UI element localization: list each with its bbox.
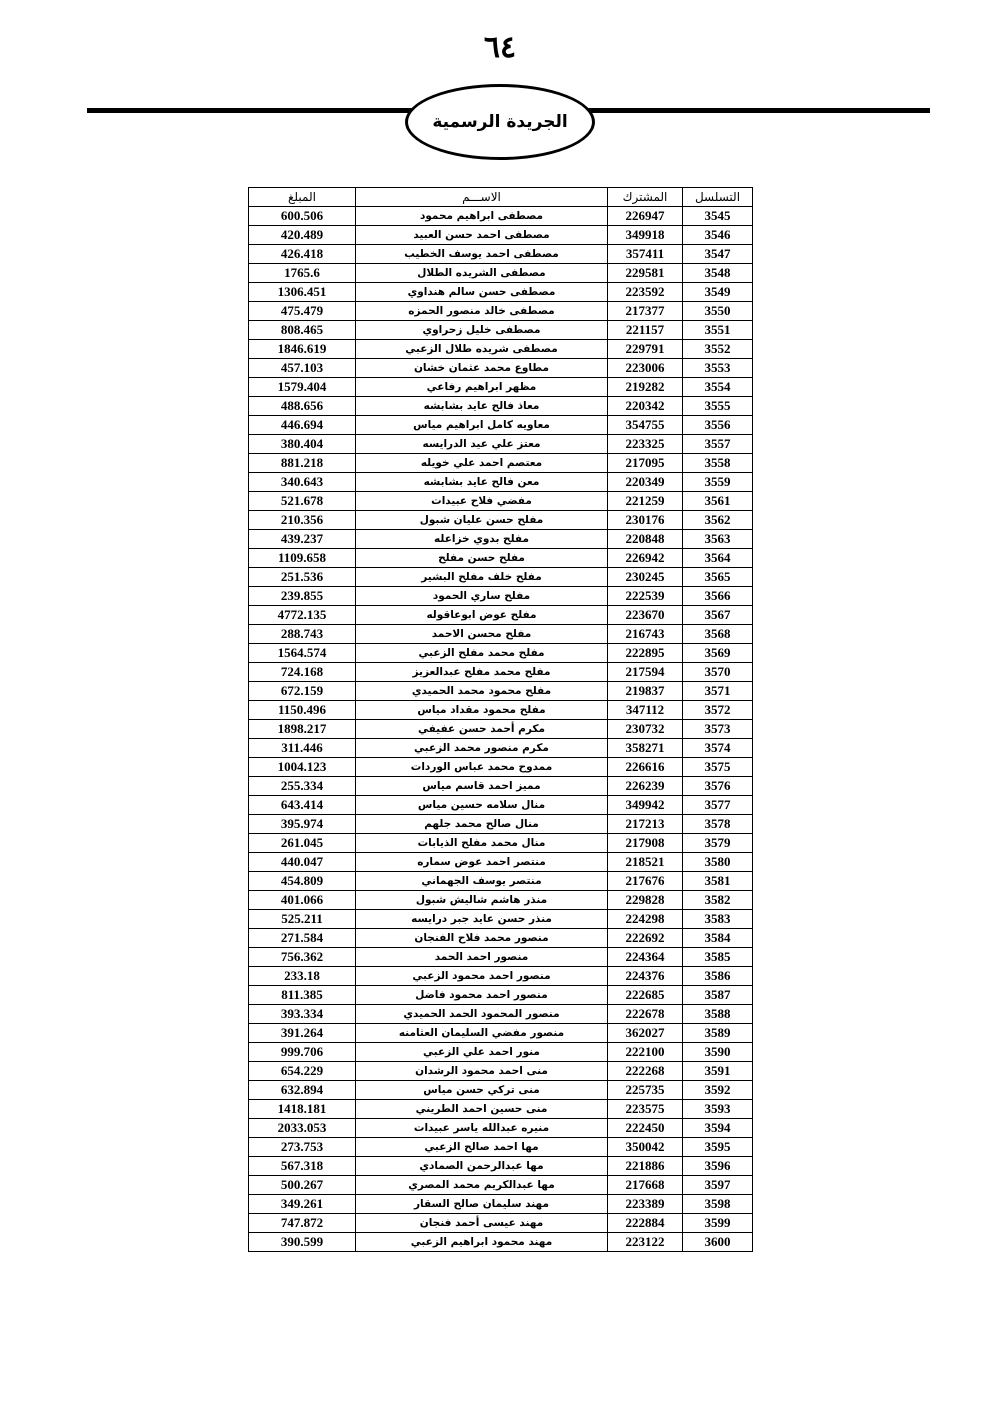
serial-cell: 3593 — [683, 1100, 753, 1119]
name-cell: منتصر احمد عوض سماره — [356, 853, 608, 872]
table-row — [249, 397, 753, 416]
serial-cell: 3586 — [683, 967, 753, 986]
amount-cell: 255.334 — [249, 777, 356, 796]
table-row — [249, 1195, 753, 1214]
serial-cell: 3599 — [683, 1214, 753, 1233]
table-row — [249, 283, 753, 302]
table-row — [249, 1024, 753, 1043]
table-row — [249, 853, 753, 872]
amount-cell: 672.159 — [249, 682, 356, 701]
table-row — [249, 986, 753, 1005]
serial-cell: 3580 — [683, 853, 753, 872]
table-row — [249, 1081, 753, 1100]
name-cell: مفلح محمود محمد الحميدي — [356, 682, 608, 701]
subscriber-cell: 222268 — [608, 1062, 683, 1081]
table-row — [249, 1157, 753, 1176]
name-cell: ممدوح محمد عباس الوردات — [356, 758, 608, 777]
subscriber-cell: 224376 — [608, 967, 683, 986]
table-row — [249, 1138, 753, 1157]
name-cell: مكرم أحمد حسن عفيفي — [356, 720, 608, 739]
table-row — [249, 264, 753, 283]
serial-cell: 3591 — [683, 1062, 753, 1081]
name-cell: منصور احمد الحمد — [356, 948, 608, 967]
table-row — [249, 245, 753, 264]
amount-cell: 349.261 — [249, 1195, 356, 1214]
amount-cell: 4772.135 — [249, 606, 356, 625]
table-row — [249, 1214, 753, 1233]
amount-cell: 1306.451 — [249, 283, 356, 302]
subscriber-cell: 223592 — [608, 283, 683, 302]
serial-cell: 3598 — [683, 1195, 753, 1214]
name-cell: معاذ فالح عايد بشابشه — [356, 397, 608, 416]
serial-cell: 3550 — [683, 302, 753, 321]
table-row — [249, 948, 753, 967]
name-cell: منيره عبدالله ياسر عبيدات — [356, 1119, 608, 1138]
subscriber-cell: 222692 — [608, 929, 683, 948]
serial-cell: 3545 — [683, 207, 753, 226]
subscriber-cell: 222685 — [608, 986, 683, 1005]
amount-cell: 446.694 — [249, 416, 356, 435]
table-row — [249, 1233, 753, 1252]
name-cell: مكرم منصور محمد الزعبي — [356, 739, 608, 758]
name-cell: مها عبدالرحمن الصمادي — [356, 1157, 608, 1176]
serial-cell: 3556 — [683, 416, 753, 435]
name-cell: مصطفى شريده طلال الزعبي — [356, 340, 608, 359]
subscriber-cell: 223325 — [608, 435, 683, 454]
table-row — [249, 777, 753, 796]
amount-cell: 1150.496 — [249, 701, 356, 720]
amount-cell: 311.446 — [249, 739, 356, 758]
subscriber-cell: 226616 — [608, 758, 683, 777]
serial-cell: 3581 — [683, 872, 753, 891]
table-row — [249, 473, 753, 492]
gazette-title: الجريدة الرسمية — [432, 112, 568, 132]
subscribers-table — [248, 187, 753, 1252]
header-serial: التسلسل — [683, 188, 753, 207]
table-row — [249, 739, 753, 758]
amount-cell: 1846.619 — [249, 340, 356, 359]
amount-cell: 1579.404 — [249, 378, 356, 397]
amount-cell: 440.047 — [249, 853, 356, 872]
serial-cell: 3594 — [683, 1119, 753, 1138]
table-row — [249, 530, 753, 549]
table-row — [249, 359, 753, 378]
name-cell: منال صالح محمد جلهم — [356, 815, 608, 834]
serial-cell: 3583 — [683, 910, 753, 929]
subscriber-cell: 221886 — [608, 1157, 683, 1176]
subscriber-cell: 217668 — [608, 1176, 683, 1195]
serial-cell: 3557 — [683, 435, 753, 454]
amount-cell: 525.211 — [249, 910, 356, 929]
serial-cell: 3592 — [683, 1081, 753, 1100]
table-row — [249, 587, 753, 606]
serial-cell: 3596 — [683, 1157, 753, 1176]
page-number: ٦٤ — [483, 30, 517, 65]
serial-cell: 3548 — [683, 264, 753, 283]
amount-cell: 288.743 — [249, 625, 356, 644]
name-cell: مصطفى خليل زحراوي — [356, 321, 608, 340]
table-row — [249, 416, 753, 435]
subscriber-cell: 222895 — [608, 644, 683, 663]
name-cell: مفلح حسن عليان شبول — [356, 511, 608, 530]
table-row — [249, 1005, 753, 1024]
table-row — [249, 511, 753, 530]
subscriber-cell: 217377 — [608, 302, 683, 321]
amount-cell: 1418.181 — [249, 1100, 356, 1119]
subscriber-cell: 217594 — [608, 663, 683, 682]
serial-cell: 3582 — [683, 891, 753, 910]
header-subscriber: المشترك — [608, 188, 683, 207]
serial-cell: 3576 — [683, 777, 753, 796]
amount-cell: 1564.574 — [249, 644, 356, 663]
amount-cell: 567.318 — [249, 1157, 356, 1176]
amount-cell: 747.872 — [249, 1214, 356, 1233]
serial-cell: 3585 — [683, 948, 753, 967]
amount-cell: 1898.217 — [249, 720, 356, 739]
name-cell: مصطفى احمد يوسف الخطيب — [356, 245, 608, 264]
table-row — [249, 720, 753, 739]
subscriber-cell: 217095 — [608, 454, 683, 473]
table-row — [249, 625, 753, 644]
amount-cell: 395.974 — [249, 815, 356, 834]
table-row — [249, 492, 753, 511]
serial-cell: 3579 — [683, 834, 753, 853]
name-cell: مهند سليمان صالح السقار — [356, 1195, 608, 1214]
serial-cell: 3551 — [683, 321, 753, 340]
name-cell: منى تركي حسن مياس — [356, 1081, 608, 1100]
serial-cell: 3569 — [683, 644, 753, 663]
amount-cell: 1765.6 — [249, 264, 356, 283]
subscriber-cell: 229581 — [608, 264, 683, 283]
subscriber-cell: 223575 — [608, 1100, 683, 1119]
name-cell: معاويه كامل ابراهيم مياس — [356, 416, 608, 435]
name-cell: مفلح محسن الاحمد — [356, 625, 608, 644]
subscriber-cell: 354755 — [608, 416, 683, 435]
table-row — [249, 834, 753, 853]
amount-cell: 426.418 — [249, 245, 356, 264]
name-cell: منصور احمد محمود الزعبي — [356, 967, 608, 986]
subscriber-cell: 220342 — [608, 397, 683, 416]
header-name: الاســـم — [356, 188, 608, 207]
table-row — [249, 321, 753, 340]
name-cell: مفلح محمد مفلح عبدالعزيز — [356, 663, 608, 682]
subscriber-cell: 223389 — [608, 1195, 683, 1214]
subscriber-cell: 226947 — [608, 207, 683, 226]
amount-cell: 600.506 — [249, 207, 356, 226]
serial-cell: 3568 — [683, 625, 753, 644]
amount-cell: 393.334 — [249, 1005, 356, 1024]
name-cell: منور احمد علي الزعبي — [356, 1043, 608, 1062]
name-cell: مظهر ابراهيم رفاعي — [356, 378, 608, 397]
table-row — [249, 1043, 753, 1062]
serial-cell: 3554 — [683, 378, 753, 397]
table-row — [249, 1176, 753, 1195]
amount-cell: 210.356 — [249, 511, 356, 530]
amount-cell: 2033.053 — [249, 1119, 356, 1138]
subscriber-cell: 349918 — [608, 226, 683, 245]
subscriber-cell: 230732 — [608, 720, 683, 739]
serial-cell: 3578 — [683, 815, 753, 834]
subscriber-cell: 229791 — [608, 340, 683, 359]
serial-cell: 3547 — [683, 245, 753, 264]
serial-cell: 3558 — [683, 454, 753, 473]
subscriber-cell: 221157 — [608, 321, 683, 340]
gazette-title-oval — [405, 84, 595, 160]
amount-cell: 632.894 — [249, 1081, 356, 1100]
name-cell: منصور محمد فلاح الفنجان — [356, 929, 608, 948]
subscriber-cell: 217908 — [608, 834, 683, 853]
table-row — [249, 891, 753, 910]
amount-cell: 420.489 — [249, 226, 356, 245]
subscriber-cell: 222884 — [608, 1214, 683, 1233]
subscriber-cell: 223122 — [608, 1233, 683, 1252]
amount-cell: 475.479 — [249, 302, 356, 321]
serial-cell: 3587 — [683, 986, 753, 1005]
subscriber-cell: 219282 — [608, 378, 683, 397]
amount-cell: 724.168 — [249, 663, 356, 682]
serial-cell: 3562 — [683, 511, 753, 530]
amount-cell: 340.643 — [249, 473, 356, 492]
subscriber-cell: 350042 — [608, 1138, 683, 1157]
subscriber-cell: 224298 — [608, 910, 683, 929]
table-row — [249, 302, 753, 321]
amount-cell: 881.218 — [249, 454, 356, 473]
table-row — [249, 796, 753, 815]
serial-cell: 3563 — [683, 530, 753, 549]
amount-cell: 1109.658 — [249, 549, 356, 568]
name-cell: منال محمد مفلح الذيابات — [356, 834, 608, 853]
table-row — [249, 758, 753, 777]
table-row — [249, 815, 753, 834]
serial-cell: 3555 — [683, 397, 753, 416]
serial-cell: 3595 — [683, 1138, 753, 1157]
name-cell: مفلح عوض ابوعاقوله — [356, 606, 608, 625]
amount-cell: 454.809 — [249, 872, 356, 891]
name-cell: مصطفى الشريده الطلال — [356, 264, 608, 283]
serial-cell: 3584 — [683, 929, 753, 948]
table-row — [249, 207, 753, 226]
table-row — [249, 340, 753, 359]
name-cell: منال سلامه حسين مياس — [356, 796, 608, 815]
serial-cell: 3575 — [683, 758, 753, 777]
table-row — [249, 682, 753, 701]
name-cell: منصور احمد محمود فاضل — [356, 986, 608, 1005]
table-row — [249, 378, 753, 397]
serial-cell: 3600 — [683, 1233, 753, 1252]
subscriber-cell: 226942 — [608, 549, 683, 568]
name-cell: مهند عيسى أحمد فنجان — [356, 1214, 608, 1233]
amount-cell: 439.237 — [249, 530, 356, 549]
name-cell: مهند محمود ابراهيم الزعبي — [356, 1233, 608, 1252]
amount-cell: 391.264 — [249, 1024, 356, 1043]
name-cell: مصطفى خالد منصور الحمزه — [356, 302, 608, 321]
subscriber-cell: 230245 — [608, 568, 683, 587]
name-cell: مصطفى ابراهيم محمود — [356, 207, 608, 226]
serial-cell: 3549 — [683, 283, 753, 302]
amount-cell: 271.584 — [249, 929, 356, 948]
serial-cell: 3577 — [683, 796, 753, 815]
amount-cell: 654.229 — [249, 1062, 356, 1081]
amount-cell: 488.656 — [249, 397, 356, 416]
serial-cell: 3597 — [683, 1176, 753, 1195]
name-cell: معتصم احمد علي خويله — [356, 454, 608, 473]
table-row — [249, 872, 753, 891]
subscriber-cell: 222450 — [608, 1119, 683, 1138]
table-row — [249, 663, 753, 682]
subscriber-cell: 221259 — [608, 492, 683, 511]
amount-cell: 261.045 — [249, 834, 356, 853]
table-row — [249, 435, 753, 454]
serial-cell: 3559 — [683, 473, 753, 492]
amount-cell: 643.414 — [249, 796, 356, 815]
name-cell: مفلح خلف مفلح البشير — [356, 568, 608, 587]
amount-cell: 251.536 — [249, 568, 356, 587]
subscriber-cell: 218521 — [608, 853, 683, 872]
serial-cell: 3573 — [683, 720, 753, 739]
amount-cell: 239.855 — [249, 587, 356, 606]
serial-cell: 3565 — [683, 568, 753, 587]
subscriber-cell: 223006 — [608, 359, 683, 378]
amount-cell: 808.465 — [249, 321, 356, 340]
header-amount: المبلغ — [249, 188, 356, 207]
subscriber-cell: 220848 — [608, 530, 683, 549]
table-row — [249, 929, 753, 948]
subscriber-cell: 357411 — [608, 245, 683, 264]
subscriber-cell: 229828 — [608, 891, 683, 910]
subscriber-cell: 219837 — [608, 682, 683, 701]
amount-cell: 390.599 — [249, 1233, 356, 1252]
amount-cell: 233.18 — [249, 967, 356, 986]
table-row — [249, 1062, 753, 1081]
amount-cell: 401.066 — [249, 891, 356, 910]
amount-cell: 756.362 — [249, 948, 356, 967]
amount-cell: 500.267 — [249, 1176, 356, 1195]
table-row — [249, 967, 753, 986]
serial-cell: 3564 — [683, 549, 753, 568]
subscriber-cell: 223670 — [608, 606, 683, 625]
table-row — [249, 226, 753, 245]
serial-cell: 3574 — [683, 739, 753, 758]
serial-cell: 3566 — [683, 587, 753, 606]
subscriber-cell: 230176 — [608, 511, 683, 530]
name-cell: مطاوع محمد عثمان خشان — [356, 359, 608, 378]
name-cell: مفلح بدوي خزاعله — [356, 530, 608, 549]
amount-cell: 1004.123 — [249, 758, 356, 777]
amount-cell: 811.385 — [249, 986, 356, 1005]
name-cell: مصطفى حسن سالم هنداوي — [356, 283, 608, 302]
name-cell: منى حسين احمد الطريني — [356, 1100, 608, 1119]
amount-cell: 999.706 — [249, 1043, 356, 1062]
table-row — [249, 568, 753, 587]
subscriber-cell: 224364 — [608, 948, 683, 967]
table-row — [249, 644, 753, 663]
name-cell: مصطفى احمد حسن العبيد — [356, 226, 608, 245]
subscriber-cell: 216743 — [608, 625, 683, 644]
name-cell: مفلح محمود مقداد مياس — [356, 701, 608, 720]
name-cell: معن فالح عايد بشابشه — [356, 473, 608, 492]
name-cell: منذر حسن عايد جبر درايسه — [356, 910, 608, 929]
subscriber-cell: 347112 — [608, 701, 683, 720]
name-cell: معتز علي عيد الدرايسه — [356, 435, 608, 454]
table-row — [249, 910, 753, 929]
amount-cell: 380.404 — [249, 435, 356, 454]
name-cell: منصور مفضي السليمان العثامنه — [356, 1024, 608, 1043]
subscriber-cell: 222100 — [608, 1043, 683, 1062]
serial-cell: 3553 — [683, 359, 753, 378]
serial-cell: 3567 — [683, 606, 753, 625]
name-cell: منى احمد محمود الرشدان — [356, 1062, 608, 1081]
serial-cell: 3570 — [683, 663, 753, 682]
table-row — [249, 549, 753, 568]
serial-cell: 3561 — [683, 492, 753, 511]
serial-cell: 3552 — [683, 340, 753, 359]
name-cell: مها عبدالكريم محمد المصري — [356, 1176, 608, 1195]
name-cell: منتصر يوسف الجهماني — [356, 872, 608, 891]
serial-cell: 3588 — [683, 1005, 753, 1024]
table-row — [249, 606, 753, 625]
table-row — [249, 701, 753, 720]
serial-cell: 3590 — [683, 1043, 753, 1062]
subscriber-cell: 217676 — [608, 872, 683, 891]
name-cell: مفلح حسن مفلح — [356, 549, 608, 568]
serial-cell: 3546 — [683, 226, 753, 245]
name-cell: مفضي فلاح عبيدات — [356, 492, 608, 511]
subscriber-cell: 349942 — [608, 796, 683, 815]
name-cell: مميز احمد قاسم مياس — [356, 777, 608, 796]
name-cell: منصور المحمود الحمد الحميدي — [356, 1005, 608, 1024]
name-cell: مفلح محمد مفلح الزعبي — [356, 644, 608, 663]
name-cell: منذر هاشم شاليش شبول — [356, 891, 608, 910]
table-row — [249, 1119, 753, 1138]
subscriber-cell: 220349 — [608, 473, 683, 492]
amount-cell: 457.103 — [249, 359, 356, 378]
name-cell: مفلح ساري الحمود — [356, 587, 608, 606]
subscriber-cell: 226239 — [608, 777, 683, 796]
subscriber-cell: 362027 — [608, 1024, 683, 1043]
amount-cell: 521.678 — [249, 492, 356, 511]
table-header-row — [249, 188, 753, 207]
subscriber-cell: 217213 — [608, 815, 683, 834]
subscriber-cell: 222539 — [608, 587, 683, 606]
name-cell: مها احمد صالح الزعبي — [356, 1138, 608, 1157]
subscriber-cell: 222678 — [608, 1005, 683, 1024]
serial-cell: 3571 — [683, 682, 753, 701]
table-row — [249, 454, 753, 473]
subscriber-cell: 358271 — [608, 739, 683, 758]
subscriber-cell: 225735 — [608, 1081, 683, 1100]
serial-cell: 3589 — [683, 1024, 753, 1043]
table-row — [249, 1100, 753, 1119]
amount-cell: 273.753 — [249, 1138, 356, 1157]
serial-cell: 3572 — [683, 701, 753, 720]
